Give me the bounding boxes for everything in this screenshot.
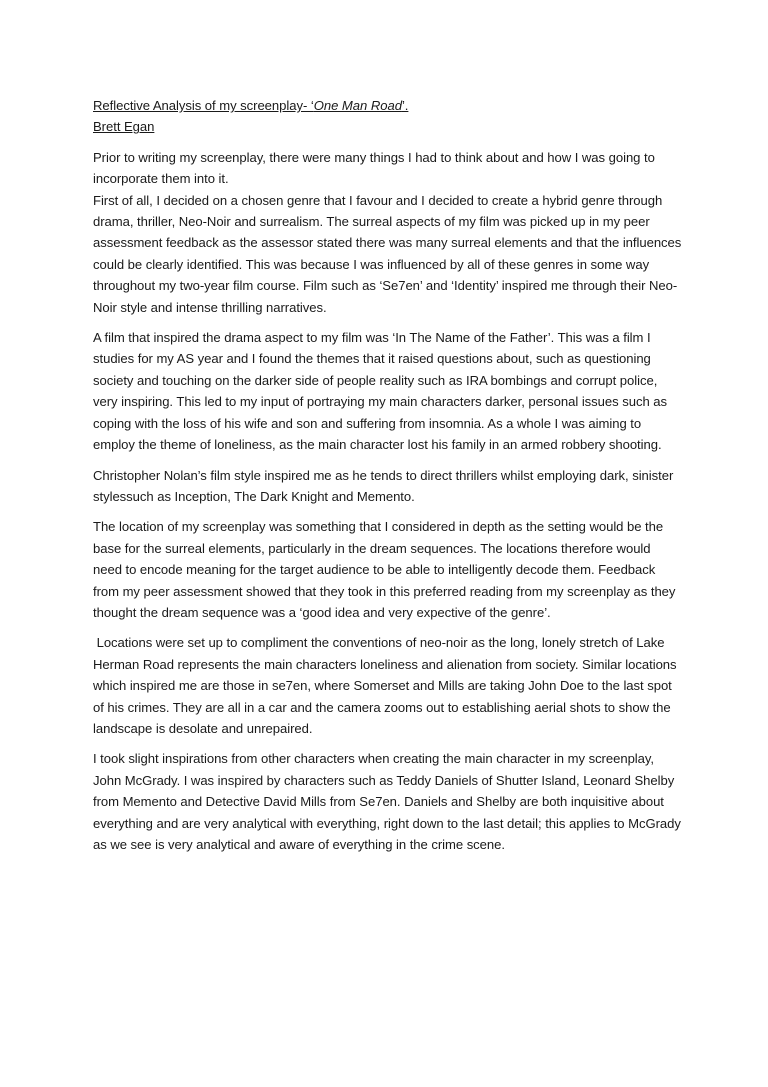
document-page — [93, 95, 683, 864]
title-italic: One Man Road — [313, 98, 402, 113]
title-prefix: Reflective Analysis of my screenplay- ‘ — [93, 98, 314, 113]
document-author: Brett Egan — [93, 119, 155, 135]
paragraph-1: Prior to writing my screenplay, there were many things I had to think about and how I was going to incorporate them into it. — [93, 149, 655, 187]
paragraph-3: A film that inspired the drama aspect to my film was ‘In The Name of the Father’. This was a film I studies for my AS year and I found the themes that it raised questions about, such as questioning society and touching on the darker side of people reality such as IRA bombings and corrupt police, very inspiring. This led to my input of portraying my main characters darker, personal issues such as coping with the loss of his wife and son and suffering from insomnia. As a whole I was aiming to employ the theme of loneliness, as the main character lost his family in an armed robbery shooting. — [93, 330, 667, 453]
paragraph-5: The location of my screenplay was something that I considered in depth as the setting would be the base for the surreal elements, particularly in the dream sequences. The locations therefore would need to encode meaning for the target audience to be able to intelligently decode them. Feedback from my peer assessment showed that they took in this preferred reading from my screenplay as they thought the dream sequence was a ‘good idea and very expective of the genre’. — [93, 519, 676, 620]
paragraph-7: I took slight inspirations from other characters when creating the main character in my screenplay, John McGrady. I was inspired by characters such as Teddy Daniels of Shutter Island, Leonard Shelby from Memento and Detective David Mills from Se7en. Daniels and Shelby are both inquisitive about everything and are very analytical with everything, right down to the last detail; this applies to McGrady as we see is very analytical and aware of everything in the crime scene. — [93, 751, 681, 852]
paragraph-4: Christopher Nolan’s film style inspired me as he tends to direct thrillers whilst employing dark, sinister stylessuch as Inception, The Dark Knight and Memento. — [93, 467, 674, 504]
paragraph-2: First of all, I decided on a chosen genre that I favour and I decided to create a hybrid genre through drama, thriller, Neo-Noir and surrealism. The surreal aspects of my film was picked up in my peer assessment feedback as the assessor stated there was many surreal elements and that the influences could be clearly identified. This was because I was influenced by all of these genres in some way throughout my two-year film course. Film such as ‘Se7en’ and ‘Identity’ inspired me through their Neo-Noir style and intense thrilling narratives. — [93, 192, 682, 315]
paragraph-6: Locations were set up to compliment the conventions of neo-noir as the long, lonely stretch of Lake Herman Road represents the main characters loneliness and alienation from society. Similar locations which inspired me are those in se7en, where Somerset and Mills are taking John Doe to the last spot of his crimes. They are all in a car and the camera zooms out to establishing aerial shots to show the landscape is desolate and unrepaired. — [93, 635, 677, 736]
document-title — [93, 95, 683, 116]
paragraph-group-intro — [93, 147, 683, 318]
title-suffix: ’. — [401, 98, 409, 113]
document-header — [93, 95, 683, 138]
